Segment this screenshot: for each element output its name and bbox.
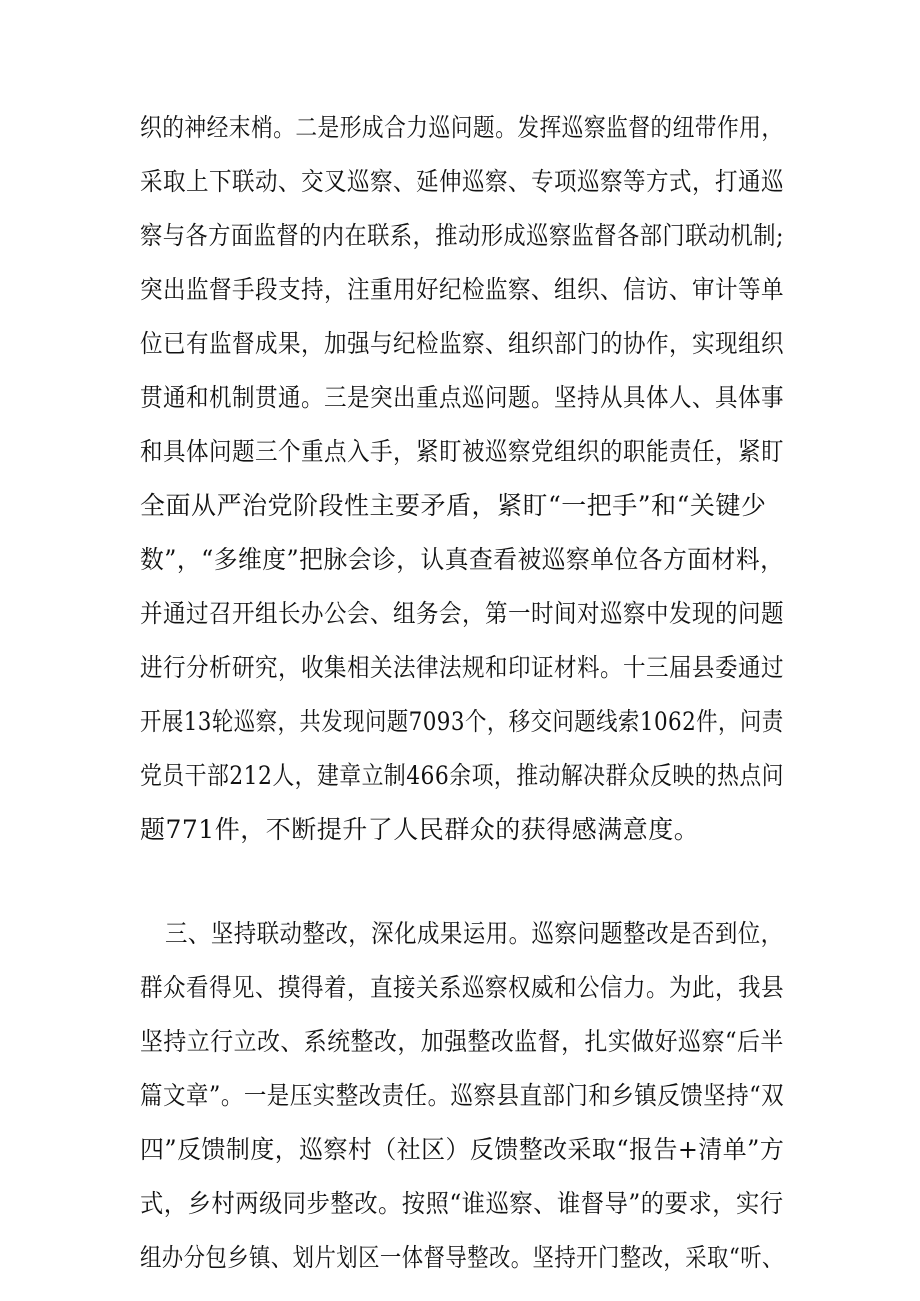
text-line: 党员干部212人，建章立制466余项，推动解决群众反映的热点问 xyxy=(140,761,784,790)
text-line: 数”，“多维度”把脉会诊，认真查看被巡察单位各方面材料， xyxy=(140,545,785,574)
text-line: 织的神经末梢。二是形成合力巡问题。发挥巡察监督的纽带作用， xyxy=(140,113,784,142)
text-line: 并通过召开组长办公会、组务会，第一时间对巡察中发现的问题 xyxy=(140,599,785,628)
text-line: 题771件，不断提升了人民群众的获得感满意度。 xyxy=(140,815,700,844)
text-line: 开展13轮巡察，共发现问题7093个，移交问题线索1062件，问责 xyxy=(140,707,784,736)
text-line: 和具体问题三个重点入手，紧盯被巡察党组织的职能责任，紧盯 xyxy=(140,437,785,466)
text-line: 组办分包乡镇、划片划区一体督导整改。坚持开门整改，采取“听、 xyxy=(140,1243,784,1272)
text-line: 群众看得见、摸得着，直接关系巡察权威和公信力。为此，我县 xyxy=(140,973,785,1002)
text-line: 全面从严治党阶段性主要矛盾，紧盯“一把手”和“关键少 xyxy=(140,491,767,520)
text-line: 坚持立行立改、系统整改，加强整改监督，扎实做好巡察“后半 xyxy=(140,1027,784,1056)
text-line: 采取上下联动、交叉巡察、延伸巡察、专项巡察等方式，打通巡 xyxy=(140,167,785,196)
text-line: 贯通和机制贯通。三是突出重点巡问题。坚持从具体人、具体事 xyxy=(140,383,785,412)
text-line: 进行分析研究，收集相关法律法规和印证材料。十三届县委通过 xyxy=(140,653,785,682)
text-line: 篇文章”。一是压实整改责任。巡察县直部门和乡镇反馈坚持“双 xyxy=(140,1081,785,1110)
text-line: 突出监督手段支持，注重用好纪检监察、组织、信访、审计等单 xyxy=(140,275,785,304)
text-line: 位已有监督成果，加强与纪检监察、组织部门的协作，实现组织 xyxy=(140,329,785,358)
text-line: 三、坚持联动整改，深化成果运用。巡察问题整改是否到位， xyxy=(165,919,784,948)
text-line: 察与各方面监督的内在联系，推动形成巡察监督各部门联动机制; xyxy=(140,221,784,250)
text-line: 式，乡村两级同步整改。按照“谁巡察、谁督导”的要求，实行 xyxy=(140,1189,784,1218)
text-line: 四”反馈制度，巡察村（社区）反馈整改采取“报告+清单”方 xyxy=(140,1135,785,1164)
